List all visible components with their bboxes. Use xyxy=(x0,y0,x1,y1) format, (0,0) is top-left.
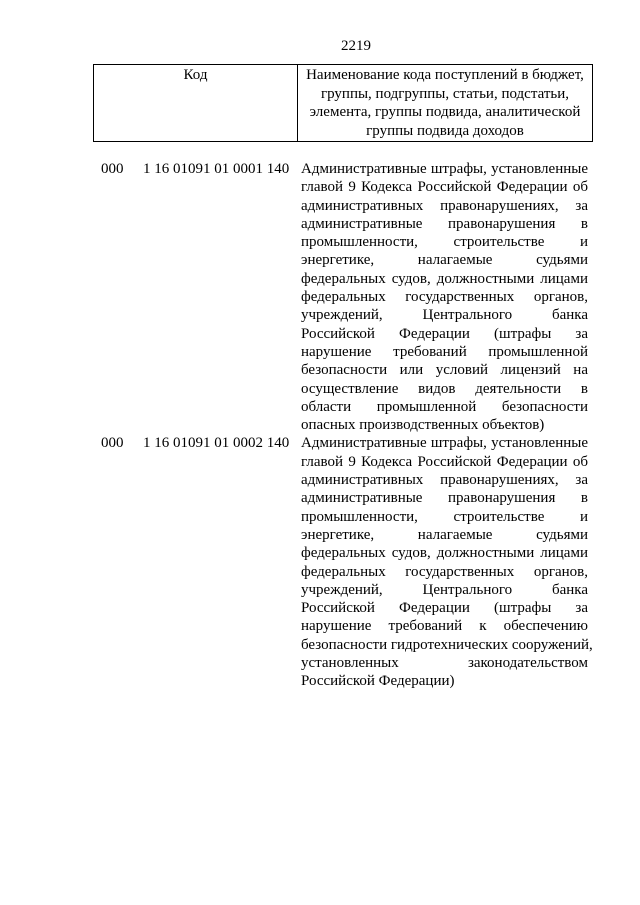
description-line: Российской Федерации (штрафы за xyxy=(301,325,588,342)
description-line: главой 9 Кодекса Российской Федерации об xyxy=(301,453,588,470)
description-line: Российской Федерации (штрафы за xyxy=(301,600,588,617)
description-line: федеральных государственных органов, xyxy=(301,289,588,306)
description-line: Административные штрафы, установленные xyxy=(301,161,588,177)
description-line: энергетике, налагаемые судьями xyxy=(301,252,588,269)
description-line: федеральных государственных органов, xyxy=(301,563,588,580)
description-line: федеральных судов, должностными лицами xyxy=(301,270,588,287)
table-body xyxy=(0,160,640,691)
header-name-line: группы, подгруппы, статьи, подстатьи, xyxy=(320,85,570,102)
description-line: административных правонарушениях, за xyxy=(301,197,588,214)
description-line: административные правонарушения в xyxy=(301,215,588,232)
header-name-line: Наименование кода поступлений в бюджет, xyxy=(306,67,584,83)
admin-code: 000 xyxy=(101,435,124,452)
description-line: безопасности или условий лицензий на xyxy=(301,362,588,379)
revenue-description xyxy=(301,434,593,690)
description-line: промышленности, строительстве и xyxy=(301,508,588,525)
description-line: области промышленной безопасности xyxy=(301,398,588,415)
description-line: нарушение требований промышленной xyxy=(301,343,588,360)
header-code-column: Код xyxy=(94,65,298,141)
revenue-description xyxy=(301,160,588,434)
description-line: осуществление видов деятельности в xyxy=(301,380,588,397)
revenue-code: 1 16 01091 01 0002 140 xyxy=(143,435,290,452)
description-line: безопасности гидротехнических сооружений, xyxy=(301,636,593,653)
description-line: энергетике, налагаемые судьями xyxy=(301,526,588,543)
admin-code: 000 xyxy=(101,161,124,177)
table-header xyxy=(93,64,593,142)
page-number: 2219 xyxy=(341,38,371,54)
header-name-column xyxy=(298,65,592,141)
table-row xyxy=(0,160,640,434)
description-line: административные правонарушения в xyxy=(301,490,588,507)
description-line: промышленности, строительстве и xyxy=(301,234,588,251)
description-line: Административные штрафы, установленные xyxy=(301,435,588,452)
header-name-line: группы подвида доходов xyxy=(366,122,524,139)
description-line: административных правонарушениях, за xyxy=(301,472,588,489)
description-line: Российской Федерации) xyxy=(301,673,455,690)
description-line: учреждений, Центрального банка xyxy=(301,581,588,598)
table-row xyxy=(0,434,640,690)
description-line: федеральных судов, должностными лицами xyxy=(301,545,588,562)
description-line: учреждений, Центрального банка xyxy=(301,307,588,324)
description-line: установленных законодательством xyxy=(301,655,588,672)
header-name-line: элемента, группы подвида, аналитической xyxy=(309,104,581,120)
description-line: опасных производственных объектов) xyxy=(301,417,545,434)
revenue-code: 1 16 01091 01 0001 140 xyxy=(143,161,290,177)
description-line: нарушение требований к обеспечению xyxy=(301,618,588,635)
description-line: главой 9 Кодекса Российской Федерации об xyxy=(301,179,588,196)
